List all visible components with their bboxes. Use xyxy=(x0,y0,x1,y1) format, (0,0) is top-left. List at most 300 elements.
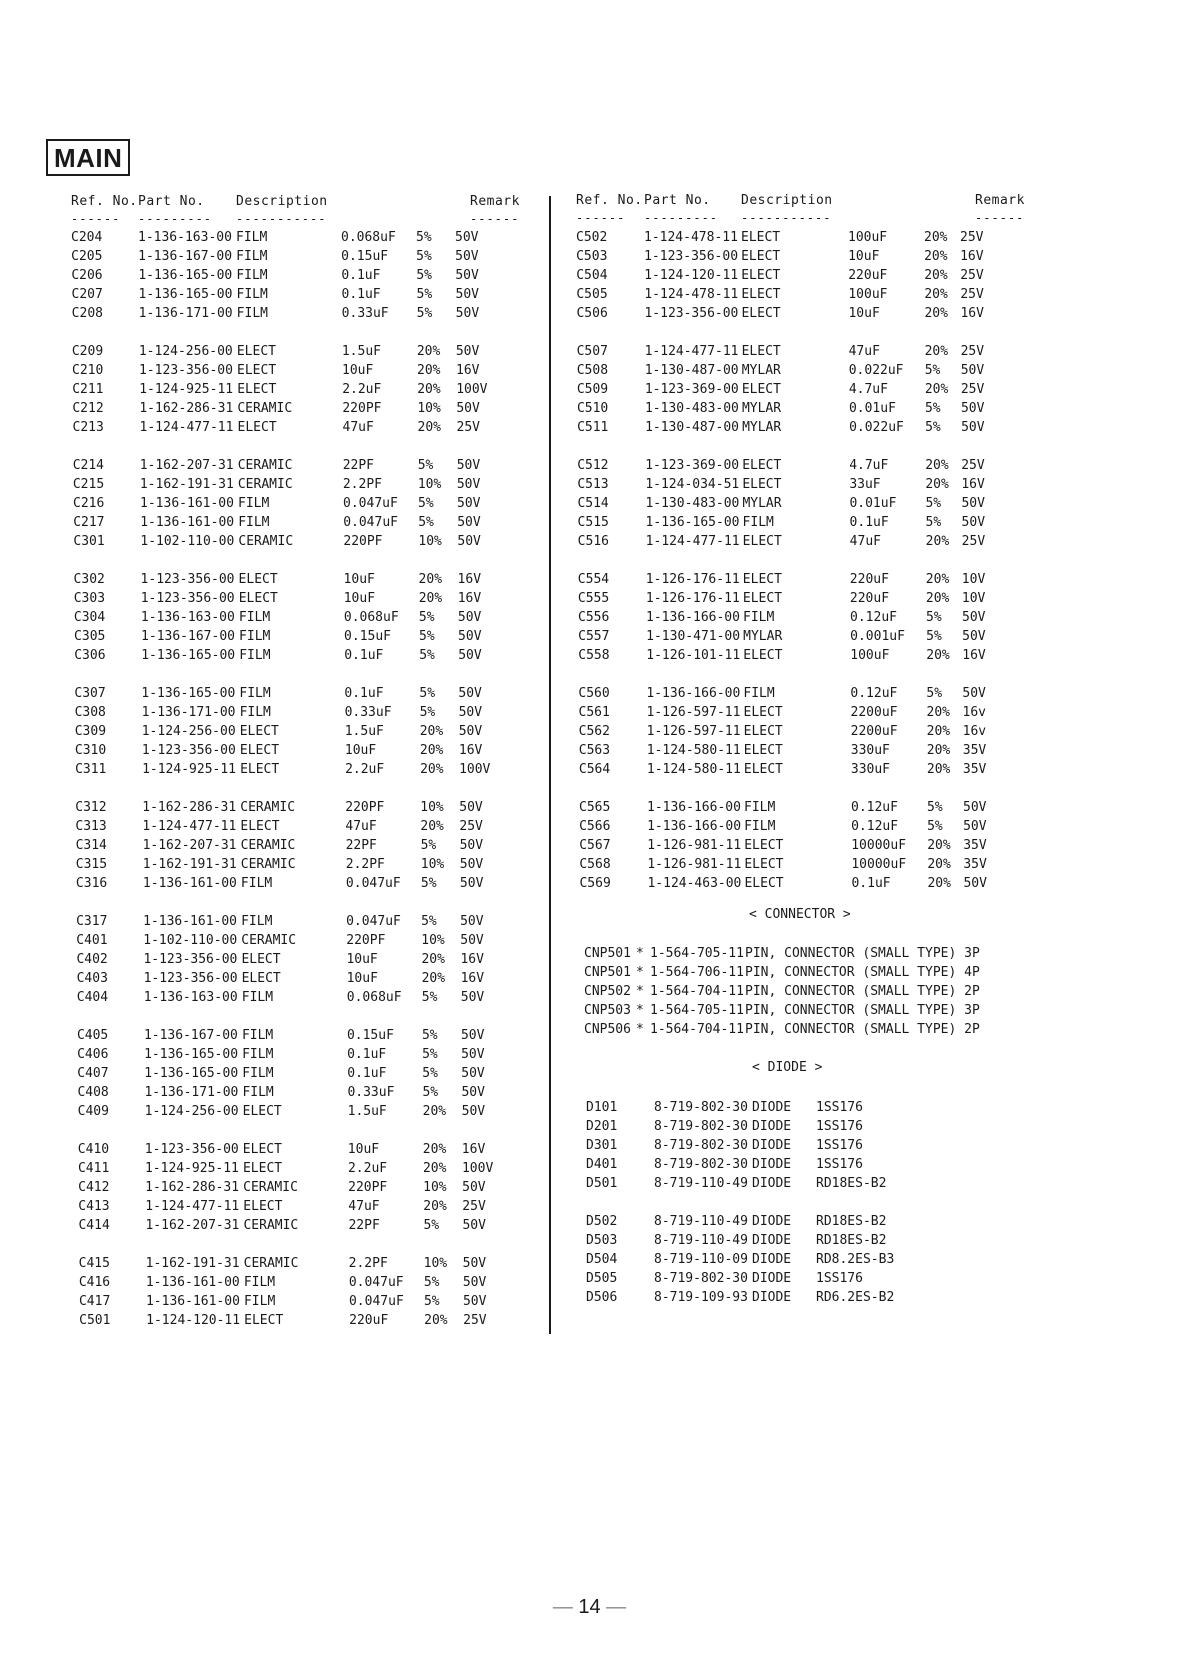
column-divider xyxy=(549,196,551,1334)
cell-value: 47uF xyxy=(348,1199,380,1214)
cell-part-no: 1-126-597-11 xyxy=(646,724,741,739)
cell-tolerance: 20% xyxy=(926,724,951,739)
cell-ref: C316 xyxy=(75,876,108,891)
cell-tolerance: 10% xyxy=(420,857,445,872)
cell-tolerance: 20% xyxy=(926,648,950,663)
cell-voltage: 16V xyxy=(960,306,984,321)
cell-ref: C205 xyxy=(71,249,103,264)
cell-part-no: 1-136-161-00 xyxy=(145,1294,240,1309)
cell-ref: D502 xyxy=(586,1214,618,1229)
cell-ref: C403 xyxy=(76,971,108,986)
cell-part-no: 1-136-165-00 xyxy=(645,515,740,530)
cell-ref: C307 xyxy=(74,686,106,701)
cell-description: FILM xyxy=(239,705,271,720)
cell-ref: C206 xyxy=(71,268,103,283)
cell-tolerance: 5% xyxy=(422,1085,439,1100)
cell-description: ELECT xyxy=(741,230,781,245)
cell-value: 220PF xyxy=(348,1180,388,1195)
cell-description: DIODE xyxy=(752,1157,792,1172)
cell-voltage: 16V xyxy=(460,952,484,967)
dash-ref-right: ------ xyxy=(576,211,626,225)
cell-description: MYLAR xyxy=(742,496,782,511)
cell-value: 0.15uF xyxy=(341,249,389,264)
cell-part-no: 1-162-191-31 xyxy=(142,857,237,872)
cell-voltage: 50V xyxy=(962,629,986,644)
cell-ref: D401 xyxy=(586,1157,618,1172)
cell-part-no: 1-136-161-00 xyxy=(143,914,238,929)
cell-value: 2200uF xyxy=(850,724,898,739)
cell-description: ELECT xyxy=(239,743,280,758)
cell-voltage: 50V xyxy=(462,1256,487,1271)
cell-voltage: 50V xyxy=(458,724,483,739)
cell-ref: C410 xyxy=(77,1142,110,1157)
cell-ref: C502 xyxy=(576,230,608,245)
cell-value: 10uF xyxy=(848,249,880,264)
cell-tolerance: 5% xyxy=(926,629,942,644)
cell-voltage: 50V xyxy=(459,857,484,872)
cell-value: 1.5uF xyxy=(341,344,381,359)
cell-description: ELECT xyxy=(243,1199,283,1214)
cell-part-no: 1-564-704-11 xyxy=(650,984,744,999)
cell-ref: C212 xyxy=(72,401,104,416)
cell-description: ELECT xyxy=(742,477,782,492)
cell-part-no: 1-124-477-11 xyxy=(645,534,740,549)
cell-ref: C556 xyxy=(578,610,610,625)
cell-description: MYLAR xyxy=(743,629,783,644)
cell-description: CERAMIC xyxy=(243,1218,299,1233)
cell-part-no: 1-162-207-31 xyxy=(145,1218,240,1233)
cell-ref: C402 xyxy=(76,952,108,967)
cell-voltage: 35V xyxy=(962,762,987,777)
cell-ref: C204 xyxy=(71,230,103,245)
cell-voltage: 100V xyxy=(456,382,488,397)
cell-part-no: 1-124-580-11 xyxy=(646,743,741,758)
cell-part-no: 1-126-597-11 xyxy=(646,705,741,720)
cell-description: MYLAR xyxy=(741,401,782,416)
cell-ref: C415 xyxy=(78,1256,110,1271)
cell-marker: * xyxy=(636,1003,644,1018)
cell-description: ELECT xyxy=(239,724,279,739)
cell-part-no: 1-124-120-11 xyxy=(644,268,739,283)
cell-ref: C214 xyxy=(72,458,104,473)
cell-marker: * xyxy=(636,1022,644,1037)
cell-tolerance: 20% xyxy=(418,572,443,587)
cell-ref: C314 xyxy=(75,838,107,853)
cell-value: 22PF xyxy=(348,1218,380,1233)
cell-tolerance: 5% xyxy=(421,990,438,1005)
cell-ref: C507 xyxy=(576,344,608,359)
section-title: MAIN xyxy=(46,139,130,176)
cell-value: 22PF xyxy=(345,838,377,853)
cell-value: 220PF xyxy=(343,534,383,549)
cell-part-no: 1-126-176-11 xyxy=(645,572,740,587)
cell-voltage: 50V xyxy=(455,230,479,245)
cell-description: FILM xyxy=(241,1028,274,1043)
cell-description: FILM xyxy=(243,1275,276,1290)
cell-voltage: 25V xyxy=(462,1199,486,1214)
cell-voltage: 50V xyxy=(457,610,482,625)
cell-voltage: 16V xyxy=(962,648,986,663)
cell-type: RD6.2ES-B2 xyxy=(816,1290,895,1305)
cell-tolerance: 20% xyxy=(924,306,948,321)
cell-voltage: 50V xyxy=(458,686,482,701)
cell-voltage: 50V xyxy=(462,1275,487,1290)
cell-description: CERAMIC xyxy=(241,933,297,948)
cell-value: 0.047uF xyxy=(348,1275,404,1290)
cell-tolerance: 5% xyxy=(416,306,433,321)
cell-ref: C565 xyxy=(579,800,611,815)
cell-description: CERAMIC xyxy=(237,401,293,416)
cell-tolerance: 20% xyxy=(419,724,444,739)
cell-ref: C308 xyxy=(74,705,106,720)
cell-part-no: 1-123-356-00 xyxy=(144,1142,239,1157)
cell-tolerance: 20% xyxy=(417,382,441,397)
cell-part-no: 1-136-166-00 xyxy=(646,686,741,701)
cell-voltage: 50V xyxy=(462,1294,487,1309)
cell-description: ELECT xyxy=(241,952,281,967)
cell-tolerance: 20% xyxy=(419,743,444,758)
cell-voltage: 50V xyxy=(963,876,987,891)
cell-value: 0.022uF xyxy=(849,420,904,435)
cell-value: 2.2PF xyxy=(345,857,385,872)
cell-voltage: 16V xyxy=(461,1142,486,1157)
page-number: 14 xyxy=(578,1596,601,1618)
cell-ref: C557 xyxy=(578,629,610,644)
cell-value: 47uF xyxy=(849,534,881,549)
cell-value: 10uF xyxy=(346,952,378,967)
cell-value: 100uF xyxy=(848,287,888,302)
header-desc-left: Description xyxy=(236,194,328,209)
cell-ref: C313 xyxy=(75,819,107,834)
cell-ref: C211 xyxy=(72,382,104,397)
cell-voltage: 25V xyxy=(456,420,480,435)
cell-tolerance: 10% xyxy=(417,477,442,492)
cell-value: 33uF xyxy=(849,477,881,492)
cell-tolerance: 5% xyxy=(418,515,434,530)
cell-tolerance: 20% xyxy=(416,344,441,359)
cell-description: PIN, CONNECTOR (SMALL TYPE) 3P xyxy=(745,1003,980,1018)
cell-value: 220uF xyxy=(849,591,890,606)
cell-tolerance: 5% xyxy=(417,458,434,473)
cell-part-no: 1-123-369-00 xyxy=(644,382,739,397)
cell-tolerance: 5% xyxy=(416,249,432,264)
cell-part-no: 8-719-110-09 xyxy=(654,1252,748,1267)
diode-section-title: < DIODE > xyxy=(752,1060,823,1075)
cell-tolerance: 5% xyxy=(925,420,941,435)
header-remark-left: Remark xyxy=(470,194,520,209)
cell-voltage: 10V xyxy=(961,591,986,606)
cell-ref: CNP506 xyxy=(584,1022,631,1037)
cell-description: FILM xyxy=(236,268,268,283)
cell-ref: C301 xyxy=(73,534,105,549)
cell-description: FILM xyxy=(238,496,270,511)
cell-description: ELECT xyxy=(242,1161,283,1176)
cell-value: 0.15uF xyxy=(346,1028,394,1043)
cell-tolerance: 20% xyxy=(422,1161,447,1176)
cell-part-no: 1-124-256-00 xyxy=(138,344,233,359)
header-desc-right: Description xyxy=(741,193,833,208)
cell-description: CERAMIC xyxy=(243,1256,299,1271)
cell-value: 0.01uF xyxy=(848,401,896,416)
cell-part-no: 1-126-101-11 xyxy=(646,648,741,663)
cell-tolerance: 5% xyxy=(419,686,436,701)
cell-ref: CNP502 xyxy=(584,984,631,999)
cell-type: 1SS176 xyxy=(816,1157,863,1172)
cell-value: 0.1uF xyxy=(341,287,381,302)
cell-part-no: 1-124-478-11 xyxy=(644,287,739,302)
dash-part-right: --------- xyxy=(644,211,719,225)
cell-ref: C568 xyxy=(579,857,611,872)
cell-description: FILM xyxy=(743,610,775,625)
header-remark-right: Remark xyxy=(975,193,1025,208)
cell-description: ELECT xyxy=(741,268,781,283)
cell-voltage: 50V xyxy=(455,306,480,321)
cell-value: 0.001uF xyxy=(850,629,905,644)
cell-part-no: 1-136-167-00 xyxy=(138,249,233,264)
cell-ref: C209 xyxy=(71,344,104,359)
cell-value: 220PF xyxy=(345,800,385,815)
cell-voltage: 50V xyxy=(961,420,985,435)
cell-part-no: 1-130-487-00 xyxy=(645,420,739,435)
cell-value: 0.047uF xyxy=(345,876,401,891)
cell-value: 10000uF xyxy=(851,857,907,872)
cell-ref: C554 xyxy=(577,572,610,587)
cell-ref: C411 xyxy=(77,1161,110,1176)
cell-tolerance: 10% xyxy=(420,800,444,815)
cell-voltage: 25V xyxy=(960,230,984,245)
cell-description: ELECT xyxy=(741,382,781,397)
cell-voltage: 50V xyxy=(458,629,482,644)
cell-value: 10uF xyxy=(343,572,375,587)
cell-description: DIODE xyxy=(752,1119,792,1134)
cell-part-no: 1-124-463-00 xyxy=(647,876,742,891)
cell-ref: C512 xyxy=(577,458,609,473)
cell-ref: C406 xyxy=(77,1047,109,1062)
cell-part-no: 1-162-286-31 xyxy=(139,401,234,416)
cell-value: 0.1uF xyxy=(341,268,381,283)
cell-value: 0.12uF xyxy=(851,819,899,834)
cell-ref: C303 xyxy=(73,591,106,606)
cell-description: ELECT xyxy=(742,534,782,549)
cell-type: RD18ES-B2 xyxy=(816,1176,887,1191)
header-ref-left: Ref. No. xyxy=(71,194,138,209)
cell-value: 0.33uF xyxy=(341,306,389,321)
cell-part-no: 1-124-120-11 xyxy=(146,1313,241,1328)
cell-part-no: 1-123-356-00 xyxy=(140,572,235,587)
cell-voltage: 50V xyxy=(461,1047,485,1062)
cell-value: 2.2PF xyxy=(348,1256,388,1271)
cell-type: 1SS176 xyxy=(816,1119,863,1134)
cell-voltage: 50V xyxy=(455,344,480,359)
cell-description: FILM xyxy=(236,287,268,302)
cell-ref: C501 xyxy=(79,1313,111,1328)
cell-type: RD18ES-B2 xyxy=(816,1214,887,1229)
cell-part-no: 1-130-483-00 xyxy=(644,401,739,416)
cell-description: FILM xyxy=(242,1085,274,1100)
cell-type: 1SS176 xyxy=(816,1100,863,1115)
cell-value: 0.01uF xyxy=(849,496,897,511)
cell-tolerance: 5% xyxy=(416,268,432,283)
cell-ref: C213 xyxy=(72,420,104,435)
cell-tolerance: 20% xyxy=(422,1104,447,1119)
cell-value: 0.1uF xyxy=(849,515,889,530)
cell-ref: C516 xyxy=(577,534,609,549)
cell-tolerance: 20% xyxy=(924,230,948,245)
cell-value: 22PF xyxy=(342,458,374,473)
cell-voltage: 16V xyxy=(457,591,482,606)
cell-part-no: 1-162-286-31 xyxy=(142,800,237,815)
cell-tolerance: 5% xyxy=(419,705,436,720)
cell-part-no: 1-136-165-00 xyxy=(141,686,236,701)
cell-part-no: 1-124-478-11 xyxy=(644,230,738,245)
cell-value: 0.15uF xyxy=(344,629,392,644)
cell-description: ELECT xyxy=(236,344,276,359)
cell-part-no: 1-124-925-11 xyxy=(142,762,236,777)
cell-value: 0.33uF xyxy=(347,1085,395,1100)
cell-description: ELECT xyxy=(743,724,783,739)
cell-part-no: 8-719-110-49 xyxy=(654,1176,748,1191)
cell-description: CERAMIC xyxy=(240,838,296,853)
cell-tolerance: 5% xyxy=(419,648,435,663)
cell-value: 1.5uF xyxy=(344,724,384,739)
cell-ref: C407 xyxy=(77,1066,109,1081)
cell-ref: D501 xyxy=(586,1176,618,1191)
cell-marker: * xyxy=(636,965,644,980)
cell-description: FILM xyxy=(236,306,268,321)
cell-voltage: 25V xyxy=(459,819,483,834)
cell-ref: C564 xyxy=(578,762,611,777)
cell-part-no: 1-136-171-00 xyxy=(138,306,233,321)
cell-voltage: 50V xyxy=(457,534,481,549)
cell-voltage: 50V xyxy=(461,1104,486,1119)
cell-value: 220PF xyxy=(346,933,386,948)
cell-tolerance: 20% xyxy=(924,268,948,283)
cell-description: DIODE xyxy=(752,1100,792,1115)
cell-description: ELECT xyxy=(742,591,783,606)
cell-part-no: 1-162-191-31 xyxy=(139,477,234,492)
cell-tolerance: 20% xyxy=(924,344,949,359)
cell-ref: C504 xyxy=(576,268,608,283)
cell-voltage: 25V xyxy=(960,382,985,397)
cell-tolerance: 20% xyxy=(924,249,948,264)
cell-ref: C511 xyxy=(577,420,609,435)
cell-description: CERAMIC xyxy=(238,534,294,549)
cell-marker: * xyxy=(636,984,644,999)
cell-voltage: 100V xyxy=(461,1161,494,1176)
cell-voltage: 25V xyxy=(960,287,984,302)
cell-value: 10uF xyxy=(346,971,378,986)
cell-description: CERAMIC xyxy=(240,800,296,815)
cell-ref: D503 xyxy=(586,1233,618,1248)
cell-description: FILM xyxy=(243,1294,276,1309)
cell-ref: C417 xyxy=(78,1294,111,1309)
cell-ref: D101 xyxy=(586,1100,618,1115)
cell-voltage: 50V xyxy=(461,1085,485,1100)
cell-value: 4.7uF xyxy=(848,382,888,397)
cell-value: 0.12uF xyxy=(850,686,898,701)
cell-voltage: 35V xyxy=(963,857,987,872)
cell-part-no: 1-123-356-00 xyxy=(143,971,238,986)
cell-part-no: 1-136-165-00 xyxy=(144,1066,239,1081)
cell-part-no: 8-719-802-30 xyxy=(654,1100,748,1115)
cell-tolerance: 20% xyxy=(926,743,951,758)
cell-voltage: 50V xyxy=(456,458,481,473)
cell-voltage: 50V xyxy=(961,496,985,511)
cell-description: FILM xyxy=(239,686,271,701)
cell-tolerance: 20% xyxy=(925,591,950,606)
cell-voltage: 50V xyxy=(462,1180,486,1195)
cell-tolerance: 5% xyxy=(416,287,433,302)
cell-description: FILM xyxy=(744,800,776,815)
cell-value: 0.1uF xyxy=(851,876,891,891)
cell-voltage: 50V xyxy=(462,1218,486,1233)
cell-ref: C305 xyxy=(74,629,106,644)
cell-value: 330uF xyxy=(850,762,891,777)
cell-description: ELECT xyxy=(743,648,783,663)
cell-ref: C561 xyxy=(578,705,610,720)
cell-ref: C208 xyxy=(71,306,103,321)
cell-marker: * xyxy=(636,946,644,961)
cell-tolerance: 5% xyxy=(927,800,943,815)
cell-voltage: 50V xyxy=(455,249,479,264)
cell-value: 220uF xyxy=(349,1313,389,1328)
cell-part-no: 8-719-110-49 xyxy=(654,1214,748,1229)
cell-ref: C312 xyxy=(75,800,107,815)
cell-ref: C414 xyxy=(78,1218,110,1233)
cell-value: 1.5uF xyxy=(347,1104,387,1119)
cell-ref: D505 xyxy=(586,1271,618,1286)
cell-part-no: 8-719-802-30 xyxy=(654,1138,748,1153)
cell-description: PIN, CONNECTOR (SMALL TYPE) 2P xyxy=(745,1022,980,1037)
cell-part-no: 1-162-286-31 xyxy=(145,1180,240,1195)
cell-part-no: 1-123-356-00 xyxy=(139,363,233,378)
cell-part-no: 1-564-706-11 xyxy=(650,965,744,980)
cell-tolerance: 5% xyxy=(422,1047,438,1062)
cell-description: FILM xyxy=(240,876,273,891)
cell-ref: C569 xyxy=(579,876,611,891)
cell-part-no: 1-136-166-00 xyxy=(647,800,741,815)
cell-value: 220PF xyxy=(342,401,382,416)
cell-value: 0.068uF xyxy=(341,230,396,245)
cell-part-no: 8-719-802-30 xyxy=(654,1271,748,1286)
cell-tolerance: 20% xyxy=(422,1142,447,1157)
cell-ref: C510 xyxy=(576,401,609,416)
cell-part-no: 1-136-163-00 xyxy=(138,230,232,245)
cell-voltage: 25V xyxy=(960,268,984,283)
cell-part-no: 1-162-191-31 xyxy=(145,1256,240,1271)
cell-ref: CNP501 xyxy=(584,946,631,961)
cell-part-no: 1-102-110-00 xyxy=(140,534,235,549)
cell-tolerance: 5% xyxy=(423,1275,440,1290)
cell-tolerance: 20% xyxy=(925,534,950,549)
cell-part-no: 1-123-356-00 xyxy=(143,952,238,967)
cell-description: CERAMIC xyxy=(237,477,293,492)
cell-tolerance: 20% xyxy=(417,420,441,435)
cell-description: ELECT xyxy=(238,572,278,587)
cell-part-no: 8-719-109-93 xyxy=(654,1290,748,1305)
cell-description: FILM xyxy=(744,819,776,834)
cell-ref: C563 xyxy=(578,743,611,758)
cell-part-no: 1-124-256-00 xyxy=(141,724,236,739)
cell-tolerance: 20% xyxy=(421,952,445,967)
cell-ref: C560 xyxy=(578,686,610,701)
cell-description: FILM xyxy=(238,610,271,625)
cell-tolerance: 10% xyxy=(417,401,441,416)
cell-voltage: 35V xyxy=(962,743,987,758)
dash-remark-left: ------ xyxy=(470,212,520,226)
cell-value: 47uF xyxy=(342,420,374,435)
cell-description: CERAMIC xyxy=(237,458,293,473)
